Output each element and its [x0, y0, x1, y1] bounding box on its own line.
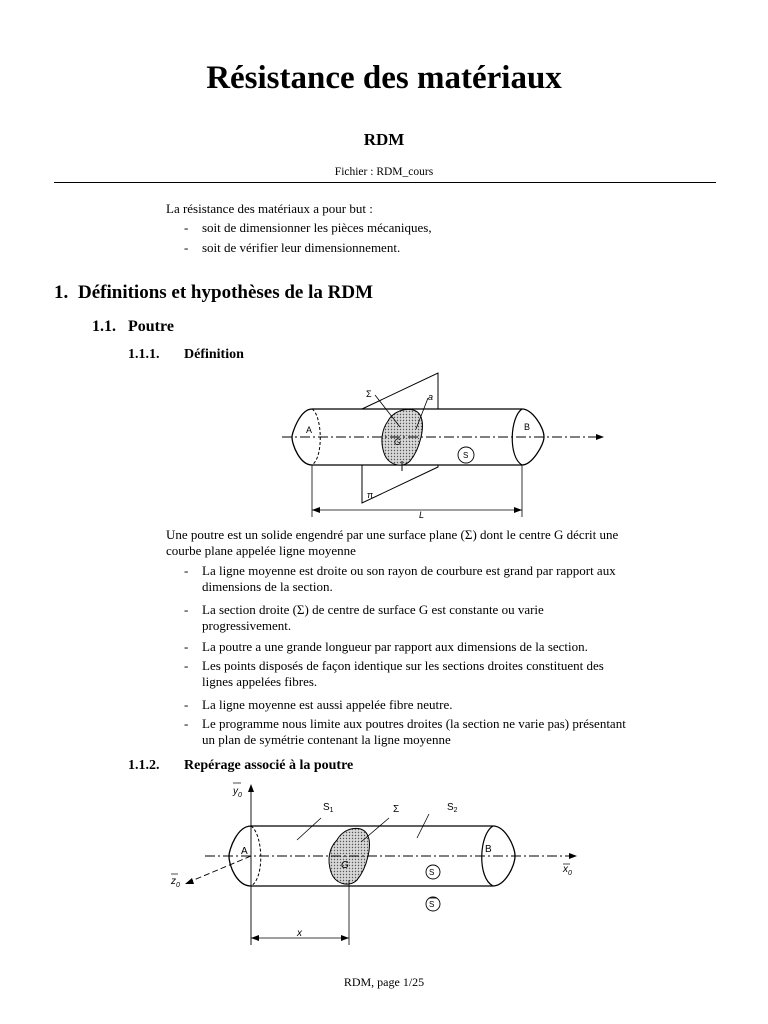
definition-item: [184, 602, 714, 634]
label-y0: [232, 786, 242, 799]
definition-para-line2: courbe plane appelée ligne moyenne: [166, 543, 356, 558]
label-s2-main: S: [447, 802, 454, 813]
subsubsection-heading: [128, 758, 353, 774]
definition-item-line1: Les points disposés de façon identique sur les sections droites constituent des: [202, 658, 604, 673]
label-z0-sub: 0: [176, 882, 180, 889]
header-rule: [54, 182, 716, 183]
definition-item: [184, 639, 714, 655]
definition-item-line2: progressivement.: [202, 618, 292, 633]
z0-arrow: [185, 878, 194, 884]
label-s1-sub: 1: [329, 807, 334, 814]
label-a: A: [306, 425, 313, 435]
x0-arrow: [569, 853, 577, 859]
bullet-dash: -: [184, 240, 189, 255]
document-title: Résistance des matériaux: [206, 60, 562, 96]
label-b: B: [485, 844, 492, 855]
label-s: S: [463, 451, 469, 460]
definition-item-line2: un plan de symétrie contenant la ligne moyenne: [202, 732, 451, 747]
label-sigma: Σ: [393, 804, 400, 815]
label-a: A: [241, 846, 248, 857]
y0-arrow: [248, 784, 254, 792]
bullet-dash: -: [184, 697, 189, 712]
definition-item: [184, 563, 714, 595]
definition-item-line2: dimensions de la section.: [202, 579, 333, 594]
dimension-arrow-left: [251, 935, 259, 941]
intro-item-text: soit de dimensionner les pièces mécaniques,: [202, 220, 432, 235]
label-s-bar: S: [429, 900, 435, 909]
bullet-dash: -: [184, 220, 189, 235]
label-b: B: [524, 422, 531, 432]
dimension-arrow-right: [514, 507, 522, 513]
document-subtitle: RDM: [363, 130, 405, 149]
label-pi: π: [367, 490, 374, 500]
label-x0-main: x: [563, 864, 568, 875]
label-z0-main: z: [171, 876, 176, 887]
beam-definition-figure: [270, 365, 610, 522]
label-z0: [170, 876, 180, 889]
mean-line-arrow: [596, 434, 604, 440]
label-s2: [447, 802, 458, 814]
page-footer: RDM, page 1/25: [343, 975, 425, 989]
label-s: S: [429, 868, 435, 877]
section-title: Définitions et hypothèses de la RDM: [78, 282, 374, 303]
subsubsection-title: Repérage associé à la poutre: [184, 758, 354, 773]
beam-frame-figure: [165, 780, 585, 950]
definition-item-line1: La section droite (Σ) de centre de surface G est constante ou varie: [202, 602, 544, 617]
subsubsection-number: 1.1.1.: [128, 347, 160, 362]
label-s2-sub: 2: [453, 807, 458, 814]
dimension-arrow-right: [341, 935, 349, 941]
label-g: G: [341, 860, 349, 871]
section-number: 1.: [54, 282, 69, 303]
subsection-number: 1.1.: [92, 318, 116, 335]
definition-item-line1: Le programme nous limite aux poutres droites (la section ne varie pas) présentant: [202, 716, 626, 731]
bullet-dash: -: [184, 639, 189, 654]
label-sigma: Σ: [366, 389, 372, 399]
bullet-dash: -: [184, 716, 189, 731]
label-a-small: a: [428, 392, 434, 402]
label-l: L: [419, 510, 425, 520]
label-x0-sub: 0: [568, 870, 572, 877]
bullet-dash: -: [184, 602, 189, 617]
definition-item: [184, 658, 714, 690]
label-y0-sub: 0: [238, 792, 242, 799]
intro-lead: La résistance des matériaux a pour but :: [166, 201, 373, 216]
label-x: x: [297, 928, 302, 939]
subsection-heading: [92, 318, 174, 336]
intro-item-text: soit de vérifier leur dimensionnement.: [202, 240, 401, 255]
subsection-title: Poutre: [128, 318, 174, 335]
label-g: G: [394, 437, 402, 447]
definition-item: [184, 716, 714, 748]
definition-item: [184, 697, 714, 713]
section-heading: [54, 282, 373, 304]
definition-item-line1: La ligne moyenne est droite ou son rayon de courbure est grand par rapport aux: [202, 563, 616, 578]
bullet-dash: -: [184, 563, 189, 578]
label-s1-main: S: [323, 802, 330, 813]
subsubsection-number: 1.1.2.: [128, 758, 160, 773]
dimension-arrow-left: [312, 507, 320, 513]
bullet-dash: -: [184, 658, 189, 673]
label-y0-main: y: [233, 786, 238, 797]
definition-para-line1: Une poutre est un solide engendré par une surface plane (Σ) dont le centre G décrit une: [166, 527, 619, 542]
label-s1: [323, 802, 334, 814]
definition-item-line2: lignes appelées fibres.: [202, 674, 318, 689]
definition-item-line1: La poutre a une grande longueur par rapport aux dimensions de la section.: [202, 639, 588, 654]
definition-item-line1: La ligne moyenne est aussi appelée fibre neutre.: [202, 697, 453, 712]
subsubsection-heading: [128, 347, 244, 363]
file-label: Fichier : RDM_cours: [334, 166, 434, 178]
label-x0: [562, 864, 572, 877]
subsubsection-title: Définition: [184, 347, 244, 362]
